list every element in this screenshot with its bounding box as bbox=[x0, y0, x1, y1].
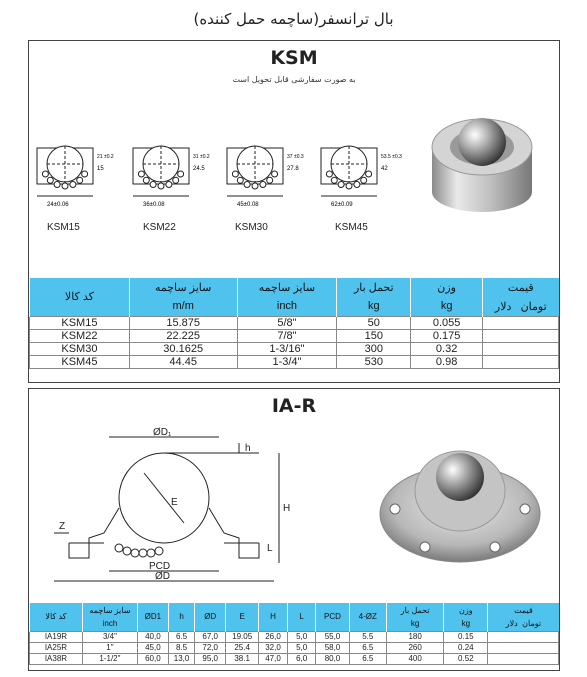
col-ball-unit: inch bbox=[82, 617, 137, 631]
col-load-unit: kg bbox=[337, 297, 411, 316]
col-ball-mm: سایز ساچمه bbox=[129, 278, 237, 297]
price-cell bbox=[483, 342, 559, 355]
table-cell: 38.1 bbox=[226, 653, 259, 664]
table-cell: 50 bbox=[337, 316, 411, 329]
ksm-section bbox=[28, 40, 560, 383]
col-price-sub bbox=[488, 617, 559, 631]
table-cell: 80,0 bbox=[316, 653, 349, 664]
ksm22-label: KSM22 bbox=[143, 222, 176, 233]
ksm-diagram bbox=[227, 146, 304, 208]
col-weight-unit: kg bbox=[444, 617, 488, 631]
table-row bbox=[30, 342, 559, 355]
table-cell: 13,0 bbox=[168, 653, 194, 664]
price-cell bbox=[488, 642, 559, 653]
width-dim: 45±0.08 bbox=[237, 202, 259, 208]
table-cell: 5,0 bbox=[287, 642, 316, 653]
price-cell bbox=[488, 653, 559, 664]
table-cell: 0.15 bbox=[444, 631, 488, 642]
col-h: h bbox=[168, 603, 194, 631]
col-z: 4-ØZ bbox=[349, 603, 386, 631]
ksm-title: KSM bbox=[270, 47, 318, 69]
price-cell bbox=[483, 355, 559, 368]
table-cell: 40,0 bbox=[137, 631, 168, 642]
table-cell: 300 bbox=[337, 342, 411, 355]
table-cell: 58,0 bbox=[316, 642, 349, 653]
table-cell: 47,0 bbox=[259, 653, 288, 664]
table-cell: KSM45 bbox=[30, 355, 130, 368]
ksm-subtitle: به صورت سفارشی قابل تحویل است bbox=[232, 75, 356, 84]
price-toman: تومان bbox=[520, 300, 547, 313]
col-price-sub bbox=[483, 297, 559, 316]
table-cell: 26,0 bbox=[259, 631, 288, 642]
label-H: H bbox=[283, 503, 291, 514]
col-l: L bbox=[287, 603, 316, 631]
table-cell: 260 bbox=[386, 642, 443, 653]
table-cell: KSM22 bbox=[30, 329, 130, 342]
table-cell: 150 bbox=[337, 329, 411, 342]
ksm-diagram bbox=[37, 146, 114, 208]
table-cell: IA19R bbox=[30, 631, 83, 642]
page-title: بال ترانسفر(ساچمه حمل کننده) bbox=[193, 10, 394, 28]
price-cell bbox=[488, 631, 559, 642]
ksm-diagram bbox=[321, 146, 402, 208]
label-L: L bbox=[267, 543, 273, 554]
table-cell: 8.5 bbox=[168, 642, 194, 653]
table-row bbox=[30, 316, 559, 329]
table-cell: 60,0 bbox=[137, 653, 168, 664]
label-E: E bbox=[171, 497, 178, 508]
table-cell: 45,0 bbox=[137, 642, 168, 653]
table-cell: 0.98 bbox=[411, 355, 483, 368]
table-cell: 72,0 bbox=[195, 642, 226, 653]
table-cell: 67,0 bbox=[195, 631, 226, 642]
col-weight: وزن bbox=[411, 278, 483, 297]
label-pcd: PCD bbox=[149, 561, 171, 572]
table-cell: 0.175 bbox=[411, 329, 483, 342]
price-dollar: دلار bbox=[494, 300, 512, 313]
col-load: تحمل بار bbox=[386, 603, 443, 617]
price-toman: تومان bbox=[522, 619, 542, 629]
price-cell bbox=[483, 329, 559, 342]
table-row bbox=[30, 631, 559, 642]
col-ball: سایز ساچمه bbox=[82, 603, 137, 617]
table-cell: 19.05 bbox=[226, 631, 259, 642]
ksm-product-photo bbox=[427, 107, 537, 217]
label-Z: Z bbox=[59, 521, 66, 532]
iar-table bbox=[29, 603, 559, 665]
ksm-diagram bbox=[133, 146, 210, 208]
col-weight-unit: kg bbox=[411, 297, 483, 316]
table-cell: KSM15 bbox=[30, 316, 130, 329]
col-code: کد کالا bbox=[30, 278, 130, 316]
table-row bbox=[30, 653, 559, 664]
col-d1: ØD1 bbox=[137, 603, 168, 631]
table-cell: 15.875 bbox=[129, 316, 237, 329]
col-price: قیمت bbox=[488, 603, 559, 617]
col-price: قیمت bbox=[483, 278, 559, 297]
iar-product-photo bbox=[375, 429, 545, 569]
label-d: ØD bbox=[155, 571, 170, 582]
price-cell bbox=[483, 316, 559, 329]
table-cell: IA25R bbox=[30, 642, 83, 653]
table-row bbox=[30, 355, 559, 368]
ksm45-label: KSM45 bbox=[335, 222, 368, 233]
col-ball-inch: سایز ساچمه bbox=[237, 278, 337, 297]
height-dim: 21 ±0.2 bbox=[97, 154, 114, 160]
table-cell: 22.225 bbox=[129, 329, 237, 342]
col-e: E bbox=[226, 603, 259, 631]
table-cell: 0.32 bbox=[411, 342, 483, 355]
col-load: تحمل بار bbox=[337, 278, 411, 297]
table-cell: 1-3/4" bbox=[237, 355, 337, 368]
col-load-unit: kg bbox=[386, 617, 443, 631]
height-dim: 37 ±0.3 bbox=[287, 154, 304, 160]
col-code: کد کالا bbox=[30, 603, 83, 631]
table-cell: 95,0 bbox=[195, 653, 226, 664]
table-cell: 55,0 bbox=[316, 631, 349, 642]
ksm-table bbox=[29, 278, 559, 369]
table-cell: 0.055 bbox=[411, 316, 483, 329]
table-cell: 25.4 bbox=[226, 642, 259, 653]
table-cell: 5/8" bbox=[237, 316, 337, 329]
ksm15-label: KSM15 bbox=[47, 222, 80, 233]
ksm30-label: KSM30 bbox=[235, 222, 268, 233]
col-d: ØD bbox=[195, 603, 226, 631]
width-dim: 36±0.08 bbox=[143, 202, 165, 208]
inner-dim: 24.5 bbox=[193, 166, 205, 172]
table-cell: IA38R bbox=[30, 653, 83, 664]
table-cell: 6.5 bbox=[349, 642, 386, 653]
height-dim: 31 ±0.2 bbox=[193, 154, 210, 160]
inner-dim: 42 bbox=[381, 166, 388, 172]
table-cell: 0.24 bbox=[444, 642, 488, 653]
table-cell: 1-3/16" bbox=[237, 342, 337, 355]
table-row bbox=[30, 329, 559, 342]
height-dim: 53.5 ±0.3 bbox=[381, 154, 402, 160]
iar-title: IA-R bbox=[271, 395, 317, 417]
iar-diagram bbox=[49, 423, 289, 581]
inner-dim: 27.8 bbox=[287, 166, 299, 172]
table-cell: 5.5 bbox=[349, 631, 386, 642]
table-cell: 32,0 bbox=[259, 642, 288, 653]
col-weight: وزن bbox=[444, 603, 488, 617]
iar-section bbox=[28, 388, 560, 671]
table-cell: 0.52 bbox=[444, 653, 488, 664]
table-cell: 400 bbox=[386, 653, 443, 664]
table-cell: 6,0 bbox=[287, 653, 316, 664]
col-ball-mm-unit: m/m bbox=[129, 297, 237, 316]
inner-dim: 15 bbox=[97, 166, 104, 172]
table-cell: 5,0 bbox=[287, 631, 316, 642]
table-cell: 3/4" bbox=[82, 631, 137, 642]
table-cell: 6.5 bbox=[168, 631, 194, 642]
table-cell: 530 bbox=[337, 355, 411, 368]
table-row bbox=[30, 642, 559, 653]
width-dim: 24±0.06 bbox=[47, 202, 69, 208]
label-h: h bbox=[245, 443, 251, 454]
table-cell: 180 bbox=[386, 631, 443, 642]
ksm-diagrams bbox=[33, 136, 423, 216]
label-d1: ØD₁ bbox=[153, 427, 172, 438]
col-pcd: PCD bbox=[316, 603, 349, 631]
col-ball-inch-unit: inch bbox=[237, 297, 337, 316]
table-cell: 30.1625 bbox=[129, 342, 237, 355]
table-cell: 44.45 bbox=[129, 355, 237, 368]
width-dim: 62±0.09 bbox=[331, 202, 353, 208]
table-cell: 7/8" bbox=[237, 329, 337, 342]
table-cell: KSM30 bbox=[30, 342, 130, 355]
table-cell: 1" bbox=[82, 642, 137, 653]
table-cell: 6.5 bbox=[349, 653, 386, 664]
table-cell: 1-1/2" bbox=[82, 653, 137, 664]
price-dollar: دلار bbox=[505, 619, 518, 629]
col-H: H bbox=[259, 603, 288, 631]
